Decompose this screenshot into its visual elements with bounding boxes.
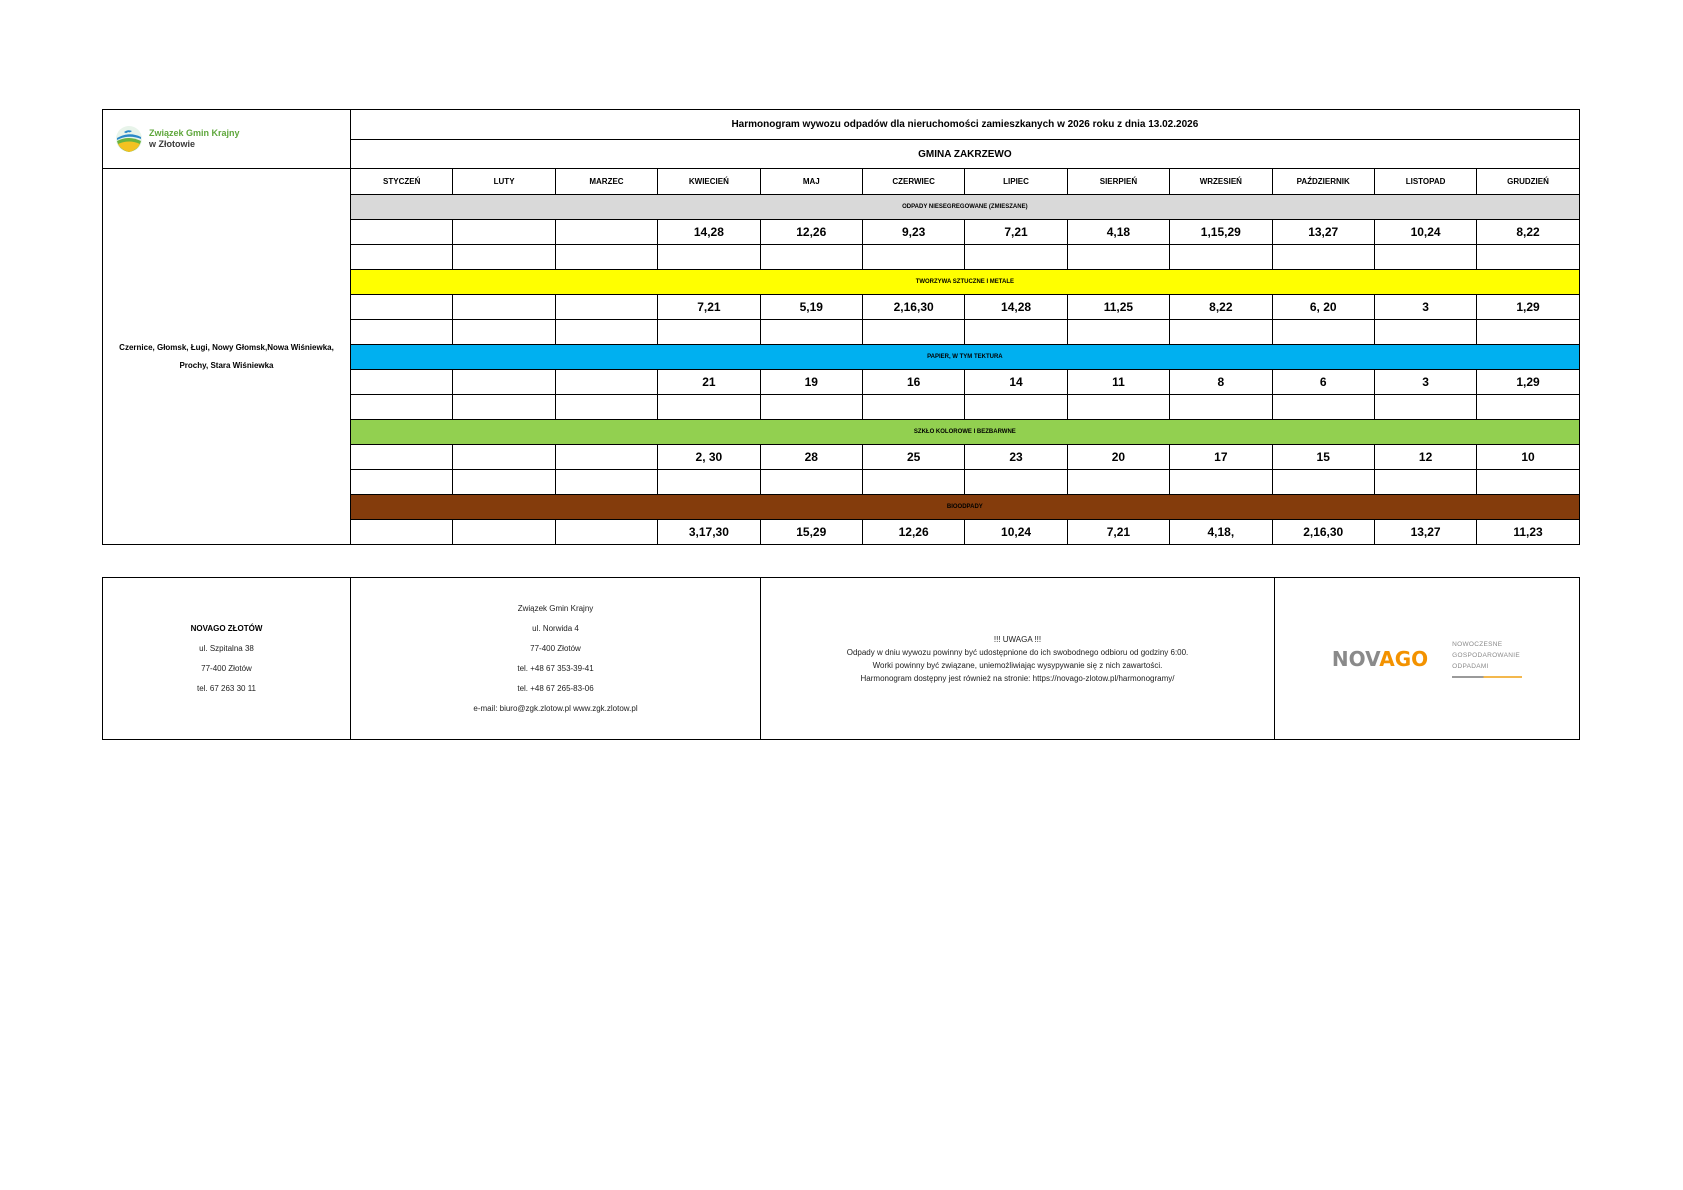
collection-days-cell: 2, 30 [658,445,760,470]
novago-city: 77-400 Złotów [201,663,252,673]
month-header: KWIECIEŃ [658,169,760,195]
collection-days-cell: 19 [760,370,862,395]
collection-days-cell: 8,22 [1170,295,1272,320]
empty-cell [862,395,964,420]
novago-street: ul. Szpitalna 38 [199,643,254,653]
collection-days-cell: 28 [760,445,862,470]
empty-cell [1374,245,1476,270]
empty-cell [658,470,760,495]
empty-cell [1477,245,1579,270]
empty-cell [862,470,964,495]
category-band: BIOODPADY [351,495,1580,520]
collection-days-cell: 7,21 [658,295,760,320]
collection-days-cell: 11,25 [1067,295,1169,320]
empty-cell [658,320,760,345]
month-header: MAJ [760,169,862,195]
org-name-line1: Związek Gmin Krajny [149,128,240,138]
month-header: WRZESIEŃ [1170,169,1272,195]
novago-logo [1332,647,1428,671]
empty-cell [1067,245,1169,270]
month-header: LISTOPAD [1374,169,1476,195]
collection-days-cell: 23 [965,445,1067,470]
collection-days-cell: 8 [1170,370,1272,395]
notice-cell [761,578,1275,740]
collection-days-cell: 4,18, [1170,520,1272,545]
zgk-name: Związek Gmin Krajny [517,603,594,613]
empty-cell [1170,395,1272,420]
collection-days-cell: 13,27 [1272,220,1374,245]
zgk-contact-cell [351,578,761,740]
collection-days-cell: 15,29 [760,520,862,545]
empty-cell [453,245,555,270]
empty-cell [760,470,862,495]
collection-days-cell: 21 [658,370,760,395]
notice-heading: !!! UWAGA !!! [993,634,1042,644]
empty-cell [1374,320,1476,345]
zgk-city: 77-400 Złotów [530,643,581,653]
empty-cell [1067,395,1169,420]
empty-cell [1170,470,1272,495]
month-header: GRUDZIEŃ [1477,169,1579,195]
empty-cell [658,395,760,420]
tagline-line-3: ODPADAMI [1452,663,1489,670]
empty-cell [555,245,657,270]
month-header: STYCZEŃ [351,169,453,195]
collection-days-cell: 14 [965,370,1067,395]
collection-days-cell: 3 [1374,295,1476,320]
collection-days-cell: 8,22 [1477,220,1579,245]
collection-days-cell: 14,28 [658,220,760,245]
novago-logo-part1: NOV [1331,646,1380,671]
empty-cell [351,245,453,270]
collection-days-cell: 12,26 [862,520,964,545]
empty-cell [1477,395,1579,420]
empty-cell [965,395,1067,420]
empty-cell [555,395,657,420]
novago-phone: tel. 67 263 30 11 [196,683,256,693]
novago-logo-part2: A [1379,646,1395,671]
empty-cell [862,320,964,345]
collection-days-cell: 13,27 [1374,520,1476,545]
org-logo-cell [103,110,351,169]
collection-days-cell: 14,28 [965,295,1067,320]
tagline-underline [1452,676,1522,678]
notice-line-3: Harmonogram dostępny jest również na stronie: https://novago-zlotow.pl/harmonogramy/ [860,673,1175,683]
empty-cell [862,245,964,270]
zgk-email-web: e-mail: biuro@zgk.zlotow.pl www.zgk.zlotow.pl [473,703,638,713]
notice-line-2: Worki powinny być związane, uniemożliwiając wysypywanie się z nich zawartości. [872,660,1163,670]
month-header: PAŹDZIERNIK [1272,169,1374,195]
collection-days-cell: 25 [862,445,964,470]
collection-days-cell: 1,29 [1477,370,1579,395]
collection-days-cell: 11 [1067,370,1169,395]
locations-cell: Czernice, Głomsk, Ługi, Nowy Głomsk,Nowa Wiśniewka, Prochy, Stara Wiśniewka [103,169,351,545]
collection-days-cell [351,295,453,320]
collection-days-cell: 10,24 [1374,220,1476,245]
month-header: LUTY [453,169,555,195]
empty-cell [760,320,862,345]
month-header: CZERWIEC [862,169,964,195]
empty-cell [1374,395,1476,420]
empty-cell [965,245,1067,270]
collection-days-cell: 1,29 [1477,295,1579,320]
collection-days-cell: 2,16,30 [1272,520,1374,545]
empty-cell [760,395,862,420]
schedule-title: Harmonogram wywozu odpadów dla nieruchomości zamieszkanych w 2026 roku z dnia 13.02.2026 [351,110,1580,140]
collection-days-cell [453,520,555,545]
collection-days-cell: 7,21 [1067,520,1169,545]
empty-cell [965,470,1067,495]
schedule-table [102,109,1580,545]
month-header: LIPIEC [965,169,1067,195]
collection-days-cell: 10,24 [965,520,1067,545]
novago-name: NOVAGO ZŁOTÓW [190,623,263,633]
empty-cell [1272,470,1374,495]
category-band: SZKŁO KOLOROWE I BEZBARWNE [351,420,1580,445]
empty-cell [658,245,760,270]
empty-cell [555,320,657,345]
collection-days-cell [351,220,453,245]
collection-days-cell: 12,26 [760,220,862,245]
collection-days-cell: 1,15,29 [1170,220,1272,245]
collection-days-cell: 5,19 [760,295,862,320]
category-band: PAPIER, W TYM TEKTURA [351,345,1580,370]
collection-days-cell [453,220,555,245]
empty-cell [453,320,555,345]
category-band: TWORZYWA SZTUCZNE I METALE [351,270,1580,295]
empty-cell [1272,245,1374,270]
novago-logo-cell [1275,578,1580,740]
empty-cell [1170,245,1272,270]
empty-cell [1477,470,1579,495]
collection-days-cell [453,295,555,320]
empty-cell [1477,320,1579,345]
empty-cell [760,245,862,270]
collection-days-cell [453,445,555,470]
collection-days-cell: 17 [1170,445,1272,470]
collection-days-cell: 6 [1272,370,1374,395]
empty-cell [1374,470,1476,495]
empty-cell [1067,470,1169,495]
collection-days-cell [453,370,555,395]
empty-cell [453,395,555,420]
empty-cell [1272,320,1374,345]
collection-days-cell: 12 [1374,445,1476,470]
footer-table [102,577,1580,740]
collection-days-cell [351,370,453,395]
empty-cell [1067,320,1169,345]
tagline-line-1: NOWOCZESNE [1452,641,1503,648]
month-header: MARZEC [555,169,657,195]
gmina-name: GMINA ZAKRZEWO [351,140,1580,169]
empty-cell [1272,395,1374,420]
zgk-phone-1: tel. +48 67 353-39-41 [517,663,594,673]
empty-cell [351,320,453,345]
collection-days-cell: 9,23 [862,220,964,245]
zgk-street: ul. Norwida 4 [532,623,579,633]
collection-days-cell [555,445,657,470]
collection-days-cell: 4,18 [1067,220,1169,245]
collection-days-cell [351,445,453,470]
collection-days-cell [555,370,657,395]
month-header: SIERPIEŃ [1067,169,1169,195]
collection-days-cell: 6, 20 [1272,295,1374,320]
category-band: ODPADY NIESEGREGOWANE (ZMIESZANE) [351,195,1580,220]
collection-days-cell [555,295,657,320]
collection-days-cell: 10 [1477,445,1579,470]
collection-days-cell: 11,23 [1477,520,1579,545]
collection-days-cell: 3,17,30 [658,520,760,545]
org-name-line2: w Złotowie [149,139,195,149]
notice-line-1: Odpady w dniu wywozu powinny być udostępnione do ich swobodnego odbioru od godziny 6:00. [846,647,1189,657]
empty-cell [351,470,453,495]
collection-days-cell: 16 [862,370,964,395]
empty-cell [1170,320,1272,345]
novago-contact-cell [103,578,351,740]
collection-days-cell [351,520,453,545]
tagline-line-2: GOSPODAROWANIE [1452,652,1520,659]
collection-days-cell: 15 [1272,445,1374,470]
zgk-logo-icon [115,125,143,153]
collection-days-cell: 20 [1067,445,1169,470]
zgk-phone-2: tel. +48 67 265-83-06 [517,683,594,693]
empty-cell [351,395,453,420]
collection-days-cell [555,220,657,245]
novago-logo-part3: GO [1394,646,1429,671]
novago-tagline [1452,639,1522,678]
empty-cell [965,320,1067,345]
empty-cell [555,470,657,495]
collection-days-cell: 2,16,30 [862,295,964,320]
collection-days-cell: 7,21 [965,220,1067,245]
collection-days-cell [555,520,657,545]
collection-days-cell: 3 [1374,370,1476,395]
empty-cell [453,470,555,495]
